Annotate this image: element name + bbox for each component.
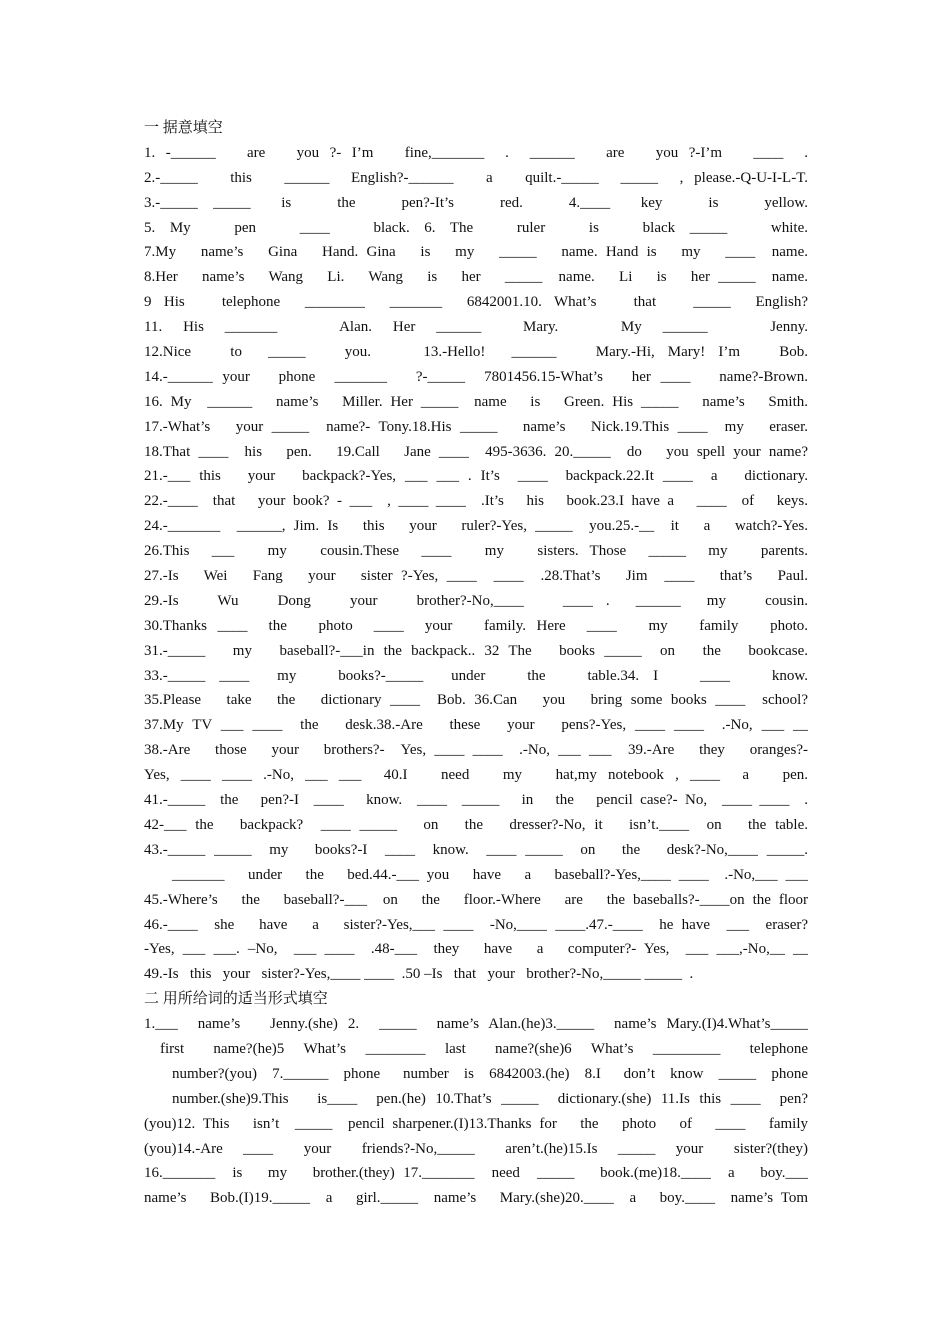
- exercise-line: Yes, ____ ____ .-No, ___ ___ 40.I need my hat,my notebook , ____ a pen.: [144, 767, 808, 784]
- exercise-line: 46.-____ she have a sister?-Yes,___ ____ -No,____ ____.47.-____ he have ___ eraser?: [144, 916, 808, 933]
- exercise-line: 3.-_____ _____ is the pen?-It’s red. 4.____ key is yellow.: [144, 194, 808, 211]
- exercise-line: number.(she)9.This is____ pen.(he) 10.That’s _____ dictionary.(she) 11.Is this ____ pen?: [172, 1090, 808, 1107]
- exercise-line: 8.Her name’s Wang Li. Wang is her _____ name. Li is her _____ name.: [144, 269, 808, 286]
- exercise-line: 17.-What’s your _____ name?- Tony.18.His _____ name’s Nick.19.This ____ my eraser.: [144, 418, 808, 435]
- worksheet: [144, 116, 808, 1211]
- section-2-exercises: [144, 1012, 808, 1211]
- exercise-line: 29.-Is Wu Dong your brother?-No,____ ____ . ______ my cousin.: [144, 592, 808, 609]
- exercise-line: 26.This ___ my cousin.These ____ my sisters. Those _____ my parents.: [144, 543, 808, 560]
- exercise-line: 31.-_____ my baseball?-___in the backpack.. 32 The books _____ on the bookcase.: [144, 642, 808, 659]
- exercise-line: 16._______ is my brother.(they) 17._______ need _____ book.(me)18.____ a boy.___: [144, 1165, 808, 1182]
- exercise-line: 5. My pen ____ black. 6. The ruler is black _____ white.: [144, 219, 808, 236]
- exercise-line: 11. His _______ Alan. Her ______ Mary. My ______ Jenny.: [144, 319, 808, 336]
- exercise-line: 18.That ____ his pen. 19.Call Jane ____ 495-3636. 20._____ do you spell your name?: [144, 443, 808, 460]
- exercise-line: 2.-_____ this ______ English?-______ a quilt.-_____ _____ , please.-Q-U-I-L-T.: [144, 169, 808, 186]
- exercise-line: 43.-_____ _____ my books?-I ____ know. ____ _____ on the desk?-No,____ _____.: [144, 841, 808, 858]
- exercise-line: 9 His telephone ________ _______ 6842001.10. What’s that _____ English?: [144, 294, 808, 311]
- exercise-line: number?(you) 7.______ phone number is 6842003.(he) 8.I don’t know _____ phone: [172, 1065, 808, 1082]
- exercise-line: (you)14.-Are ____ your friends?-No,_____ aren’t.(he)15.Is _____ your sister?(they): [144, 1140, 808, 1157]
- exercise-line: 12.Nice to _____ you. 13.-Hello! ______ Mary.-Hi, Mary! I’m Bob.: [144, 344, 808, 361]
- exercise-line: 35.Please take the dictionary ____ Bob. 36.Can you bring some books ____ school?: [144, 692, 808, 709]
- exercise-line: 27.-Is Wei Fang your sister ?-Yes, ____ ____ .28.That’s Jim ____ that’s Paul.: [144, 568, 808, 585]
- exercise-line: 7.My name’s Gina Hand. Gina is my _____ name. Hand is my ____ name.: [144, 244, 808, 261]
- section-2-heading: 二 用所给词的适当形式填空: [144, 991, 328, 1008]
- exercise-line: 38.-Are those your brothers?- Yes, ____ ____ .-No, ___ ___ 39.-Are they oranges?-: [144, 742, 808, 759]
- exercise-line: 45.-Where’s the baseball?-___ on the floor.-Where are the baseballs?-____on the floor: [144, 891, 808, 908]
- exercise-line: name’s Bob.(I)19._____ a girl._____ name’s Mary.(she)20.____ a boy.____ name’s Tom: [144, 1190, 808, 1207]
- exercise-line: 16. My ______ name’s Miller. Her _____ name is Green. His _____ name’s Smith.: [144, 393, 808, 410]
- exercise-line: -Yes, ___ ___. –No, ___ ____ .48-___ they have a computer?- Yes, ___ ___,-No,__ __: [144, 941, 808, 958]
- exercise-line: 33.-_____ ____ my books?-_____ under the table.34. I ____ know.: [144, 667, 808, 684]
- exercise-line: first name?(he)5 What’s ________ last name?(she)6 What’s _________ telephone: [160, 1040, 808, 1057]
- exercise-line: 49.-Is this your sister?-Yes,____ ____ .50 –Is that your brother?-No,_____ _____ .: [144, 966, 694, 983]
- section-1-exercises: [144, 141, 808, 987]
- exercise-line: _______ under the bed.44.-___ you have a baseball?-Yes,____ ____ .-No,___ ___: [172, 866, 808, 883]
- exercise-line: 24.-_______ ______, Jim. Is this your ruler?-Yes, _____ you.25.-__ it a watch?-Yes.: [144, 518, 808, 535]
- exercise-line: 1.___ name’s Jenny.(she) 2. _____ name’s Alan.(he)3._____ name’s Mary.(I)4.What’s_____: [144, 1016, 808, 1033]
- section-1-heading: 一 据意填空: [144, 120, 223, 136]
- exercise-line: 37.My TV ___ ____ the desk.38.-Are these your pens?-Yes, ____ ____ .-No, ___ __: [144, 717, 808, 734]
- exercise-line: 22.-____ that your book? - ___ , ____ ____ .It’s his book.23.I have a ____ of keys.: [144, 493, 808, 510]
- exercise-line: 30.Thanks ____ the photo ____ your family. Here ____ my family photo.: [144, 617, 808, 634]
- exercise-line: 42-___ the backpack? ____ _____ on the dresser?-No, it isn’t.____ on the table.: [144, 816, 808, 833]
- exercise-line: 14.-______ your phone _______ ?-_____ 7801456.15-What’s her ____ name?-Brown.: [144, 368, 808, 385]
- exercise-line: 21.-___ this your backpack?-Yes, ___ ___ . It’s ____ backpack.22.It ____ a dictionary.: [144, 468, 808, 485]
- exercise-line: (you)12. This isn’t _____ pencil sharpener.(I)13.Thanks for the photo of ____ family: [144, 1115, 808, 1132]
- exercise-line: 41.-_____ the pen?-I ____ know. ____ _____ in the pencil case?- No, ____ ____ .: [144, 792, 808, 809]
- exercise-line: 1. -______ are you ?- I’m fine,_______ . ______ are you ?-I’m ____ .: [144, 144, 808, 161]
